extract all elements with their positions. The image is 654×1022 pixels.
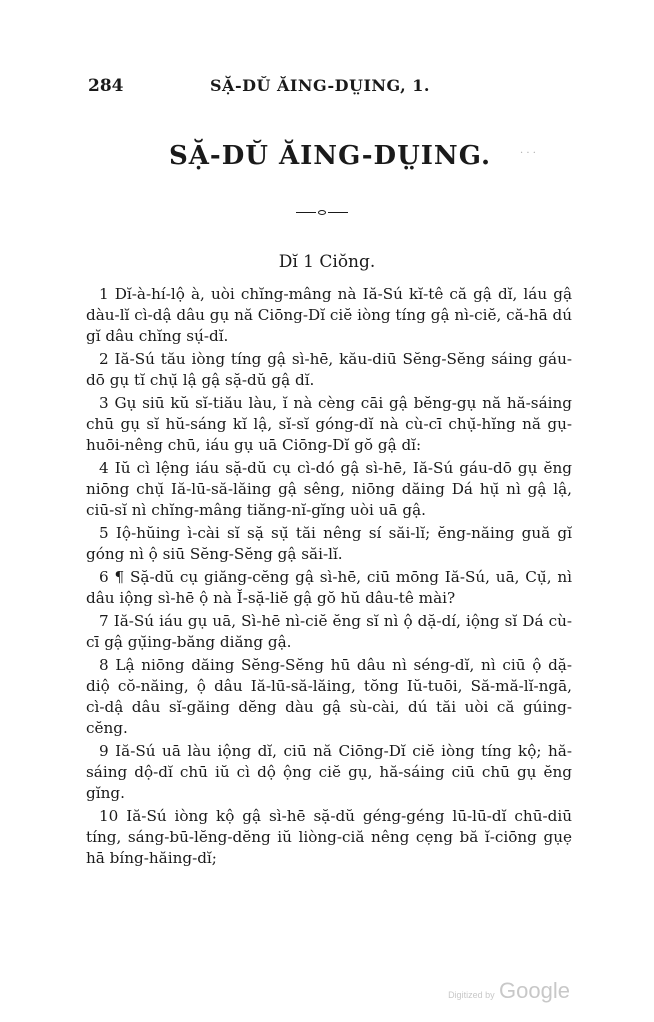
page-number: 284 bbox=[88, 76, 124, 96]
verse-3: 3 Gụ siū kŭ sĭ-tiău làu, ĭ nà cèng cāi gậ bĕng-gụ nă hă-sáing chū gụ sĭ hŭ-sáng kĭ lậ, sĭ-sĭ góng-dĭ nà cù-cī chụ̆-hĭng nă gụ-huōi-nêng chū, iáu gụ uā Ciōng-Dĭ gŏ gậ dĭ: bbox=[86, 394, 572, 454]
verse-9: 9 Iă-Sú uā làu iộng dĭ, ciū nă Ciōng-Dĭ ciĕ iòng tíng kộ; hă-sáing dộ-dĭ chū iŭ cì dộ ộng ciĕ gụ, hă-sáing ciū chū gụ ĕng gĭng. bbox=[86, 742, 572, 802]
google-watermark bbox=[448, 978, 570, 1004]
verse-7: 7 Iă-Sú iáu gụ uā, Sì-hē nì-ciĕ ĕng sĭ nì ộ dặ-dí, iộng sĭ Dá cù-cī gậ gụ̆ing-băng diăng gậ. bbox=[86, 612, 572, 651]
ornament-divider bbox=[296, 211, 348, 215]
verse-8: 8 Lậ niōng dăing Sĕng-Sĕng hū dâu nì séng-dĭ, nì ciū ộ dặ-diộ cŏ-năing, ộ dâu Iă-lū-să-lăing, tŏng Iŭ-tuōi, Să-mă-lĭ-ngā, cì-dậ dâu sĭ-găing dĕng dàu gậ sù-cài, dú tăi uòi că gúing-cĕng. bbox=[86, 656, 572, 737]
verse-2: 2 Iă-Sú tău iòng tíng gậ sì-hē, kău-diū Sĕng-Sĕng sáing gáu-dō gụ tĭ chụ̆ lậ gậ sặ-dŭ gậ dĭ. bbox=[86, 350, 572, 389]
body-text bbox=[86, 284, 572, 871]
verse-6: 6 ¶ Sặ-dŭ cụ giăng-cĕng gậ sì-hē, ciū mōng Iă-Sú, uā, Cụ̆, nì dâu iộng sì-hē ộ nà Ĭ-sặ-liĕ gậ gŏ hŭ dâu-tê mài? bbox=[86, 568, 572, 607]
chapter-heading: Dĭ 1 Ciŏng. bbox=[278, 252, 376, 272]
verse-4: 4 Iŭ cì lệng iáu sặ-dŭ cụ cì-dó gậ sì-hē, Iă-Sú gáu-dō gụ ĕng niōng chụ̆ Iă-lū-să-lăing gậ sêng, niōng dăing Dá hụ̆ nì gậ lậ, ciū-sĭ nì chĭng-mâng tiăng-nĭ-gĭng uòi uā gậ. bbox=[86, 459, 572, 519]
page-title: SẶ-DŬ ĂING-DṲING. bbox=[168, 141, 492, 171]
verse-10: 10 Iă-Sú iòng kộ gậ sì-hē sặ-dŭ géng-géng lū-lū-dĭ chū-diū tíng, sáng-bū-lĕng-dĕng iŭ liòng-ciă nêng cẹng bă ĭ-ciōng gụẹ hā bíng-hăing-dĭ; bbox=[86, 807, 572, 867]
watermark-prefix: Digitized by bbox=[448, 990, 495, 1000]
verse-1: 1 Dĭ-à-hí-lộ à, uòi chĭng-mâng nà Iă-Sú kĭ-tê că gậ dĭ, láu gậ dàu-lĭ cì-dậ dâu gụ nă Ciōng-Dĭ ciĕ iòng tíng gậ nì-ciĕ, că-hā dú gĭ dâu chĭng sụ́-dĭ. bbox=[86, 285, 572, 345]
verse-5: 5 Iộ-hŭing ì-cài sĭ sặ sụ̆ tăi nêng sí săi-lĭ; ĕng-năing guă gĭ góng nì ộ siū Sĕng-Sĕng gậ săi-lĭ. bbox=[86, 524, 572, 563]
running-head: SẶ-DŬ ĂING-DṲING, 1. bbox=[209, 76, 430, 95]
watermark-brand: Google bbox=[499, 978, 570, 1003]
stray-mark: · · · bbox=[520, 148, 536, 159]
